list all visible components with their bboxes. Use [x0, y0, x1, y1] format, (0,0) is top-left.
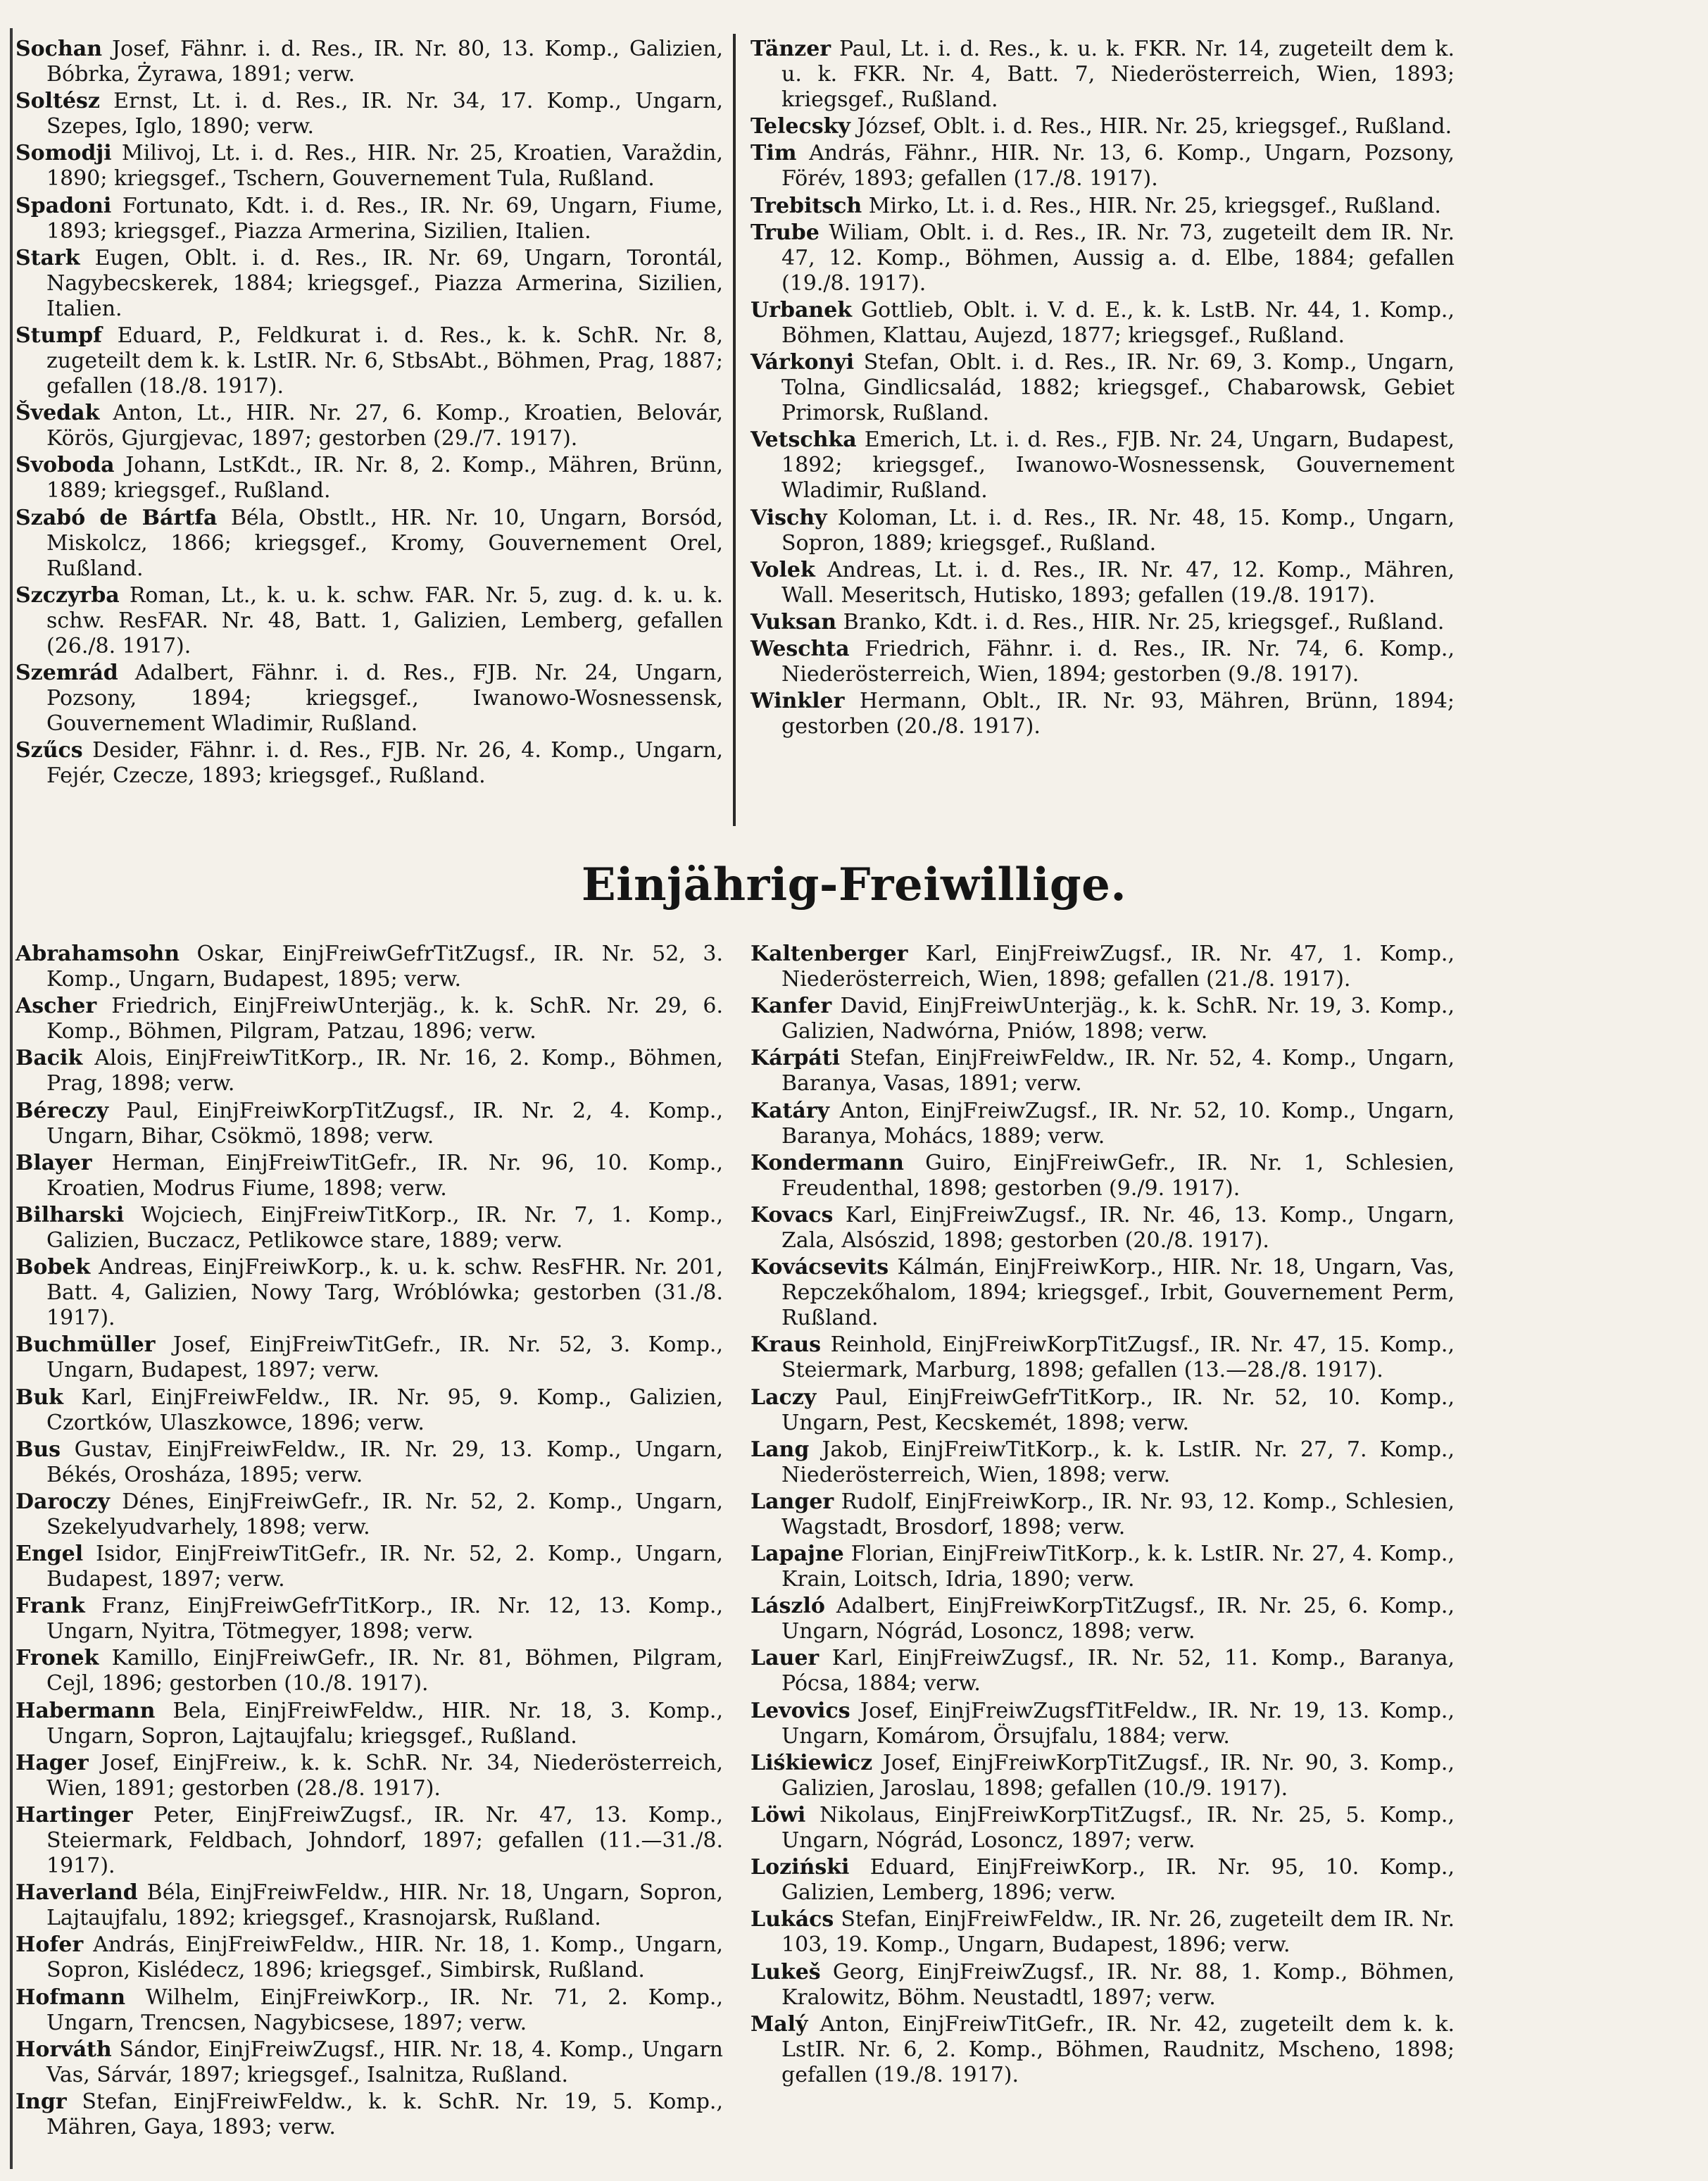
entry-surname: Vuksan [751, 609, 837, 635]
entry-details: Branko, Kdt. i. d. Res., HIR. Nr. 25, kriegsgef., Rußland. [836, 609, 1445, 635]
roster-entry [751, 610, 1455, 635]
entry-details: Anton, Lt., HIR. Nr. 27, 6. Komp., Kroatien, Belovár, Körös, Gjurgjevac, 1897; gestorben (29./7. 1917). [46, 401, 723, 451]
entry-surname: Lang [751, 1437, 810, 1462]
roster-entry [15, 1437, 723, 1488]
roster-entry [15, 453, 723, 504]
entry-details: Josef, EinjFreiwTitGefr., IR. Nr. 52, 3. Komp., Ungarn, Budapest, 1897; verw. [46, 1332, 723, 1383]
entry-details: Isidor, EinjFreiwTitGefr., IR. Nr. 52, 2. Komp., Ungarn, Budapest, 1897; verw. [46, 1542, 723, 1592]
entry-details: Andreas, Lt. i. d. Res., IR. Nr. 47, 12. Komp., Mähren, Wall. Meseritsch, Hutisko, 1893; gefallen (19./8. 1917). [781, 557, 1455, 608]
top-left-column [15, 37, 723, 790]
bottom-left-column [15, 942, 723, 2142]
entry-details: Peter, EinjFreiwZugsf., IR. Nr. 47, 13. Komp., Steiermark, Feldbach, Johndorf, 1897; gefallen (11.—31./8. 1917). [46, 1803, 723, 1878]
roster-entry [751, 37, 1455, 113]
entry-details: Johann, LstKdt., IR. Nr. 8, 2. Komp., Mähren, Brünn, 1889; kriegsgef., Rußland. [46, 453, 723, 504]
roster-entry [15, 1803, 723, 1879]
entry-details: Herman, EinjFreiwTitGefr., IR. Nr. 96, 10. Komp., Kroatien, Modrus Fiume, 1898; verw. [46, 1150, 723, 1201]
entry-surname: Lapajne [751, 1542, 844, 1567]
entry-surname: Tänzer [751, 37, 831, 61]
entry-surname: Hager [15, 1750, 89, 1775]
entry-details: Adalbert, Fähnr. i. d. Res., FJB. Nr. 24, Ungarn, Pozsony, 1894; kriegsgef., Iwanowo-Wosnessensk, Gouvernement Wladimir, Rußland. [46, 660, 723, 736]
entry-surname: Svoboda [15, 453, 115, 478]
entry-details: Béla, EinjFreiwFeldw., HIR. Nr. 18, Ungarn, Sopron, Lajtaujfalu, 1892; kriegsgef., Krasnojarsk, Rußland. [46, 1880, 723, 1931]
entry-surname: László [751, 1594, 825, 1619]
roster-entry [751, 1542, 1455, 1592]
entry-surname: Volek [751, 557, 815, 582]
roster-entry [15, 1880, 723, 1931]
roster-entry [15, 2089, 723, 2140]
entry-surname: Vischy [751, 505, 827, 530]
roster-entry [751, 1699, 1455, 1749]
roster-entry [15, 1255, 723, 1331]
entry-surname: Hofer [15, 1932, 84, 1958]
entry-surname: Katáry [751, 1098, 830, 1123]
entry-details: Eduard, P., Feldkurat i. d. Res., k. k. SchR. Nr. 8, zugeteilt dem k. k. LstIR. Nr. 6, StbsAbt., Böhmen, Prag, 1887; gefallen (18./8. 1917). [46, 323, 723, 399]
roster-entry [751, 1960, 1455, 2011]
entry-surname: Urbanek [751, 297, 853, 323]
entry-surname: Blayer [15, 1150, 92, 1175]
roster-entry [15, 1489, 723, 1540]
roster-entry [15, 506, 723, 582]
roster-entry [751, 1385, 1455, 1436]
roster-entry [751, 637, 1455, 687]
entry-surname: Abrahamsohn [15, 942, 180, 966]
entry-details: Paul, Lt. i. d. Res., k. u. k. FKR. Nr. 14, zugeteilt dem k. u. k. FKR. Nr. 4, Batt. 7, Niederösterreich, Wien, 1893; kriegsgef., Rußland. [781, 37, 1455, 112]
entry-details: Guiro, EinjFreiwGefr., IR. Nr. 1, Schlesien, Freudenthal, 1898; gestorben (9./9. 1917). [781, 1150, 1455, 1201]
entry-details: Sándor, EinjFreiwZugsf., HIR. Nr. 18, 4. Komp., Ungarn Vas, Sárvár, 1897; kriegsgef., Isalnitza, Rußland. [46, 2037, 723, 2087]
entry-surname: Bus [15, 1437, 61, 1462]
entry-surname: Fronek [15, 1646, 99, 1671]
entry-surname: Bobek [15, 1255, 91, 1280]
left-margin-rule [10, 28, 13, 2169]
entry-surname: Tim [751, 141, 797, 166]
entry-details: Anton, EinjFreiwTitGefr., IR. Nr. 42, zugeteilt dem k. k. LstIR. Nr. 6, 2. Komp., Böhmen, Raudnitz, Mscheno, 1898; gefallen (19./8. 1917). [781, 2011, 1455, 2087]
entry-details: Eduard, EinjFreiwKorp., IR. Nr. 95, 10. Komp., Galizien, Lemberg, 1896; verw. [781, 1855, 1455, 1906]
entry-details: Kamillo, EinjFreiwGefr., IR. Nr. 81, Böhmen, Pilgram, Cejl, 1896; gestorben (10./8. 1917). [46, 1646, 723, 1696]
entry-surname: Ingr [15, 2089, 67, 2114]
entry-details: Wojciech, EinjFreiwTitKorp., IR. Nr. 7, 1. Komp., Galizien, Buczacz, Petlikowce stare, 1889; verw. [46, 1202, 723, 1253]
roster-entry [751, 141, 1455, 192]
entry-details: Andreas, EinjFreiwKorp., k. u. k. schw. ResFHR. Nr. 201, Batt. 4, Galizien, Nowy Targ, Wróblówka; gestorben (31./8. 1917). [46, 1255, 723, 1331]
roster-entry [15, 1203, 723, 1254]
entry-details: Friedrich, Fähnr. i. d. Res., IR. Nr. 74, 6. Komp., Niederösterreich, Wien, 1894; gestorben (9./8. 1917). [781, 637, 1455, 687]
roster-entry [15, 246, 723, 322]
entry-details: Karl, EinjFreiwZugsf., IR. Nr. 52, 11. Komp., Baranya, Pócsa, 1884; verw. [781, 1646, 1455, 1696]
roster-entry [751, 1907, 1455, 1958]
entry-details: Stefan, Oblt. i. d. Res., IR. Nr. 69, 3. Komp., Ungarn, Tolna, Gindlicsalád, 1882; kriegsgef., Chabarowsk, Gebiet Primorsk, Rußland. [781, 350, 1455, 426]
entry-details: József, Oblt. i. d. Res., HIR. Nr. 25, kriegsgef., Rußland. [850, 114, 1452, 139]
entry-surname: Ascher [15, 994, 97, 1019]
entry-surname: Sochan [15, 37, 103, 61]
entry-surname: Trube [751, 220, 820, 245]
entry-surname: Soltész [15, 89, 100, 114]
entry-details: Béla, Obstlt., HR. Nr. 10, Ungarn, Borsód, Miskolcz, 1866; kriegsgef., Kromy, Gouvernement Orel, Rußland. [46, 505, 723, 581]
roster-entry [751, 2012, 1455, 2088]
entry-details: Florian, EinjFreiwTitKorp., k. k. LstIR. Nr. 27, 4. Komp., Krain, Loitsch, Idria, 1890; verw. [781, 1542, 1455, 1592]
roster-entry [751, 942, 1455, 992]
roster-entry [751, 1203, 1455, 1254]
roster-entry [15, 1542, 723, 1592]
roster-entry [15, 89, 723, 139]
entry-details: Kálmán, EinjFreiwKorp., HIR. Nr. 18, Ungarn, Vas, Repczekőhalom, 1894; kriegsgef., Irbit, Gouvernement Perm, Rußland. [781, 1255, 1455, 1331]
entry-details: Dénes, EinjFreiwGefr., IR. Nr. 52, 2. Komp., Ungarn, Szekelyudvarhely, 1898; verw. [46, 1489, 723, 1539]
entry-details: Josef, EinjFreiwKorpTitZugsf., IR. Nr. 90, 3. Komp., Galizien, Jaroslau, 1898; gefallen (10./9. 1917). [781, 1750, 1455, 1801]
roster-entry [751, 1255, 1455, 1331]
roster-entry [15, 661, 723, 737]
roster-entry [15, 1151, 723, 1201]
entry-surname: Winkler [751, 689, 845, 714]
entry-details: Gottlieb, Oblt. i. V. d. E., k. k. LstB. Nr. 44, 1. Komp., Böhmen, Klattau, Aujezd, 1877; kriegsgef., Rußland. [781, 297, 1455, 348]
entry-surname: Lukács [751, 1907, 834, 1932]
roster-entry [751, 114, 1455, 139]
roster-entry [751, 1151, 1455, 1201]
roster-entry [751, 1646, 1455, 1696]
entry-surname: Kovácsevits [751, 1255, 889, 1280]
entry-surname: Szabó de Bártfa [15, 505, 218, 530]
entry-surname: Bacik [15, 1046, 83, 1071]
roster-entry [751, 298, 1455, 349]
entry-details: András, EinjFreiwFeldw., HIR. Nr. 18, 1. Komp., Ungarn, Sopron, Kislédecz, 1896; kriegsgef., Simbirsk, Rußland. [46, 1932, 723, 1983]
entry-details: Bela, EinjFreiwFeldw., HIR. Nr. 18, 3. Komp., Ungarn, Sopron, Lajtaujfalu; kriegsgef., Rußland. [46, 1698, 723, 1749]
roster-entry [751, 220, 1455, 296]
roster-entry [15, 37, 723, 87]
entry-surname: Lauer [751, 1646, 820, 1671]
entry-surname: Kovacs [751, 1202, 834, 1227]
entry-details: Eugen, Oblt. i. d. Res., IR. Nr. 69, Ungarn, Torontál, Nagybecskerek, 1884; kriegsgef., Piazza Armerina, Sizilien, Italien. [46, 245, 723, 321]
entry-surname: Kraus [751, 1332, 822, 1358]
entry-details: Desider, Fähnr. i. d. Res., FJB. Nr. 26, 4. Komp., Ungarn, Fejér, Czecze, 1893; kriegsgef., Rußland. [46, 738, 723, 789]
roster-entry [15, 1646, 723, 1696]
entry-details: Karl, EinjFreiwZugsf., IR. Nr. 46, 13. Komp., Ungarn, Zala, Alsószid, 1898; gestorben (20./8. 1917). [781, 1202, 1455, 1253]
entry-details: Josef, Fähnr. i. d. Res., IR. Nr. 80, 13. Komp., Galizien, Bóbrka, Żyrawa, 1891; verw. [46, 37, 723, 87]
entry-details: Emerich, Lt. i. d. Res., FJB. Nr. 24, Ungarn, Budapest, 1892; kriegsgef., Iwanowo-Wosnessensk, Gouvernement Wladimir, Rußland. [781, 427, 1455, 504]
roster-entry [15, 141, 723, 192]
roster-entry [15, 1385, 723, 1436]
entry-details: Koloman, Lt. i. d. Res., IR. Nr. 48, 15. Komp., Ungarn, Sopron, 1889; kriegsgef., Rußland. [781, 505, 1455, 556]
entry-details: Adalbert, EinjFreiwKorpTitZugsf., IR. Nr. 25, 6. Komp., Ungarn, Nógrád, Losoncz, 1898; verw. [781, 1594, 1455, 1644]
entry-surname: Buchmüller [15, 1332, 156, 1358]
roster-entry [15, 738, 723, 789]
roster-entry [751, 994, 1455, 1044]
top-right-column [751, 37, 1455, 741]
entry-surname: Spadoni [15, 193, 112, 218]
roster-entry [751, 1855, 1455, 1906]
entry-details: Gustav, EinjFreiwFeldw., IR. Nr. 29, 13. Komp., Ungarn, Békés, Orosháza, 1895; verw. [46, 1437, 723, 1487]
entry-surname: Trebitsch [751, 193, 862, 218]
entry-surname: Hofmann [15, 1985, 126, 2010]
entry-details: Paul, EinjFreiwKorpTitZugsf., IR. Nr. 2, 4. Komp., Ungarn, Bihar, Csökmö, 1898; verw. [46, 1098, 723, 1149]
roster-entry [751, 506, 1455, 556]
roster-entry [751, 1489, 1455, 1540]
entry-details: Wiliam, Oblt. i. d. Res., IR. Nr. 73, zugeteilt dem IR. Nr. 47, 12. Komp., Böhmen, Aussig a. d. Elbe, 1884; gefallen (19./8. 1917). [781, 220, 1455, 296]
entry-surname: Kárpáti [751, 1046, 840, 1071]
roster-entry [751, 1099, 1455, 1149]
entry-details: Ernst, Lt. i. d. Res., IR. Nr. 34, 17. Komp., Ungarn, Szepes, Iglo, 1890; verw. [46, 89, 723, 139]
entry-details: Stefan, EinjFreiwFeldw., IR. Nr. 52, 4. Komp., Ungarn, Baranya, Vasas, 1891; verw. [781, 1046, 1455, 1096]
entry-details: András, Fähnr., HIR. Nr. 13, 6. Komp., Ungarn, Pozsony, Förév, 1893; gefallen (17./8. 1917). [781, 141, 1455, 192]
roster-entry [15, 2037, 723, 2088]
entry-details: Oskar, EinjFreiwGefrTitZugsf., IR. Nr. 52, 3. Komp., Ungarn, Budapest, 1895; verw. [46, 942, 723, 992]
entry-surname: Kaltenberger [751, 942, 908, 966]
roster-entry [751, 1332, 1455, 1383]
roster-entry [751, 689, 1455, 739]
roster-entry [751, 1594, 1455, 1644]
entry-details: Franz, EinjFreiwGefrTitKorp., IR. Nr. 12, 13. Komp., Ungarn, Nyitra, Tötmegyer, 1898; verw. [46, 1594, 723, 1644]
section-heading: Einjährig-Freiwillige. [581, 858, 1127, 911]
roster-entry [15, 194, 723, 244]
entry-surname: Engel [15, 1542, 84, 1567]
entry-surname: Hartinger [15, 1803, 133, 1827]
roster-entry [751, 1437, 1455, 1488]
entry-surname: Langer [751, 1489, 834, 1514]
entry-surname: Buk [15, 1385, 63, 1410]
entry-surname: Liśkiewicz [751, 1750, 873, 1775]
entry-details: Milivoj, Lt. i. d. Res., HIR. Nr. 25, Kroatien, Varaždin, 1890; kriegsgef., Tschern, Gouvernement Tula, Rußland. [46, 141, 723, 192]
entry-details: Karl, EinjFreiwZugsf., IR. Nr. 47, 1. Komp., Niederösterreich, Wien, 1898; gefallen (21./8. 1917). [781, 942, 1455, 992]
entry-surname: Frank [15, 1594, 85, 1619]
roster-entry [15, 1332, 723, 1383]
roster-entry [15, 583, 723, 659]
roster-entry [751, 1751, 1455, 1801]
entry-details: Reinhold, EinjFreiwKorpTitZugsf., IR. Nr. 47, 15. Komp., Steiermark, Marburg, 1898; gefallen (13.—28./8. 1917). [781, 1332, 1455, 1383]
entry-surname: Habermann [15, 1698, 156, 1723]
entry-details: Roman, Lt., k. u. k. schw. FAR. Nr. 5, zug. d. k. u. k. schw. ResFAR. Nr. 48, Batt. 1, Galizien, Lemberg, gefallen (26./8. 1917). [46, 582, 723, 658]
entry-surname: Bilharski [15, 1202, 125, 1227]
entry-surname: Stumpf [15, 323, 102, 348]
entry-surname: Szczyrba [15, 582, 120, 608]
entry-details: David, EinjFreiwUnterjäg., k. k. SchR. Nr. 19, 3. Komp., Galizien, Nadwórna, Pniów, 1898; verw. [781, 994, 1455, 1044]
entry-details: Hermann, Oblt., IR. Nr. 93, Mähren, Brünn, 1894; gestorben (20./8. 1917). [781, 689, 1455, 739]
roster-entry [15, 994, 723, 1044]
entry-details: Fortunato, Kdt. i. d. Res., IR. Nr. 69, Ungarn, Fiume, 1893; kriegsgef., Piazza Armerina, Sizilien, Italien. [46, 193, 723, 244]
entry-surname: Malý [751, 2011, 808, 2037]
entry-details: Paul, EinjFreiwGefrTitKorp., IR. Nr. 52, 10. Komp., Ungarn, Pest, Kecskemét, 1898; verw. [781, 1385, 1455, 1435]
entry-surname: Szemrád [15, 660, 118, 685]
roster-entry [15, 1985, 723, 2036]
bottom-right-column [751, 942, 1455, 2089]
entry-details: Friedrich, EinjFreiwUnterjäg., k. k. SchR. Nr. 29, 6. Komp., Böhmen, Pilgram, Patzau, 1896; verw. [46, 994, 723, 1044]
entry-surname: Somodji [15, 141, 112, 166]
roster-entry [15, 1099, 723, 1149]
entry-surname: Kanfer [751, 994, 832, 1019]
entry-surname: Švedak [15, 401, 100, 426]
entry-surname: Levovics [751, 1698, 850, 1723]
entry-details: Josef, EinjFreiwZugsfTitFeldw., IR. Nr. 19, 13. Komp., Ungarn, Komárom, Örsujfalu, 1884; verw. [781, 1698, 1455, 1749]
roster-entry [751, 558, 1455, 608]
entry-details: Stefan, EinjFreiwFeldw., k. k. SchR. Nr. 19, 5. Komp., Mähren, Gaya, 1893; verw. [46, 2089, 723, 2139]
roster-entry [751, 1803, 1455, 1854]
entry-details: Stefan, EinjFreiwFeldw., IR. Nr. 26, zugeteilt dem IR. Nr. 103, 19. Komp., Ungarn, Budapest, 1896; verw. [781, 1907, 1455, 1958]
roster-entry [751, 350, 1455, 426]
entry-surname: Weschta [751, 637, 850, 662]
entry-details: Anton, EinjFreiwZugsf., IR. Nr. 52, 10. Komp., Ungarn, Baranya, Mohács, 1889; verw. [781, 1098, 1455, 1149]
entry-details: Alois, EinjFreiwTitKorp., IR. Nr. 16, 2. Komp., Böhmen, Prag, 1898; verw. [46, 1046, 723, 1096]
roster-entry [751, 194, 1455, 219]
entry-surname: Kondermann [751, 1150, 904, 1175]
entry-surname: Horváth [15, 2037, 112, 2062]
roster-entry [15, 1594, 723, 1644]
entry-surname: Béreczy [15, 1098, 109, 1123]
column-divider [733, 34, 736, 826]
entry-surname: Stark [15, 245, 80, 270]
entry-surname: Daroczy [15, 1489, 111, 1514]
entry-details: Georg, EinjFreiwZugsf., IR. Nr. 88, 1. Komp., Böhmen, Kralowitz, Böhm. Neustadtl, 1897; verw. [781, 1959, 1455, 2010]
entry-details: Jakob, EinjFreiwTitKorp., k. k. LstIR. Nr. 27, 7. Komp., Niederösterreich, Wien, 1898; verw. [781, 1437, 1455, 1487]
entry-details: Mirko, Lt. i. d. Res., HIR. Nr. 25, kriegsgef., Rußland. [862, 193, 1441, 218]
entry-surname: Laczy [751, 1385, 817, 1410]
entry-surname: Lukeš [751, 1959, 821, 1985]
roster-entry [15, 401, 723, 451]
roster-entry [751, 1046, 1455, 1096]
entry-surname: Löwi [751, 1803, 806, 1827]
entry-surname: Loziński [751, 1855, 850, 1880]
entry-details: Wilhelm, EinjFreiwKorp., IR. Nr. 71, 2. Komp., Ungarn, Trencsen, Nagybicsese, 1897; verw. [46, 1985, 723, 2035]
entry-surname: Telecsky [751, 114, 850, 139]
roster-entry [15, 1699, 723, 1749]
roster-entry [15, 1046, 723, 1096]
entry-details: Karl, EinjFreiwFeldw., IR. Nr. 95, 9. Komp., Galizien, Czortków, Ulaszkowce, 1896; verw. [46, 1385, 723, 1435]
entry-surname: Haverland [15, 1880, 138, 1906]
roster-entry [15, 1751, 723, 1801]
roster-entry [15, 1932, 723, 1983]
entry-surname: Szűcs [15, 738, 83, 763]
entry-details: Nikolaus, EinjFreiwKorpTitZugsf., IR. Nr. 25, 5. Komp., Ungarn, Nógrád, Losoncz, 1897; verw. [781, 1803, 1455, 1853]
roster-entry [15, 323, 723, 399]
roster-entry [15, 942, 723, 992]
entry-details: Josef, EinjFreiw., k. k. SchR. Nr. 34, Niederösterreich, Wien, 1891; gestorben (28./8. 1917). [46, 1750, 723, 1801]
entry-surname: Várkonyi [751, 350, 855, 375]
entry-surname: Vetschka [751, 427, 857, 453]
entry-details: Rudolf, EinjFreiwKorp., IR. Nr. 93, 12. Komp., Schlesien, Wagstadt, Brosdorf, 1898; verw. [781, 1489, 1455, 1539]
roster-entry [751, 427, 1455, 504]
